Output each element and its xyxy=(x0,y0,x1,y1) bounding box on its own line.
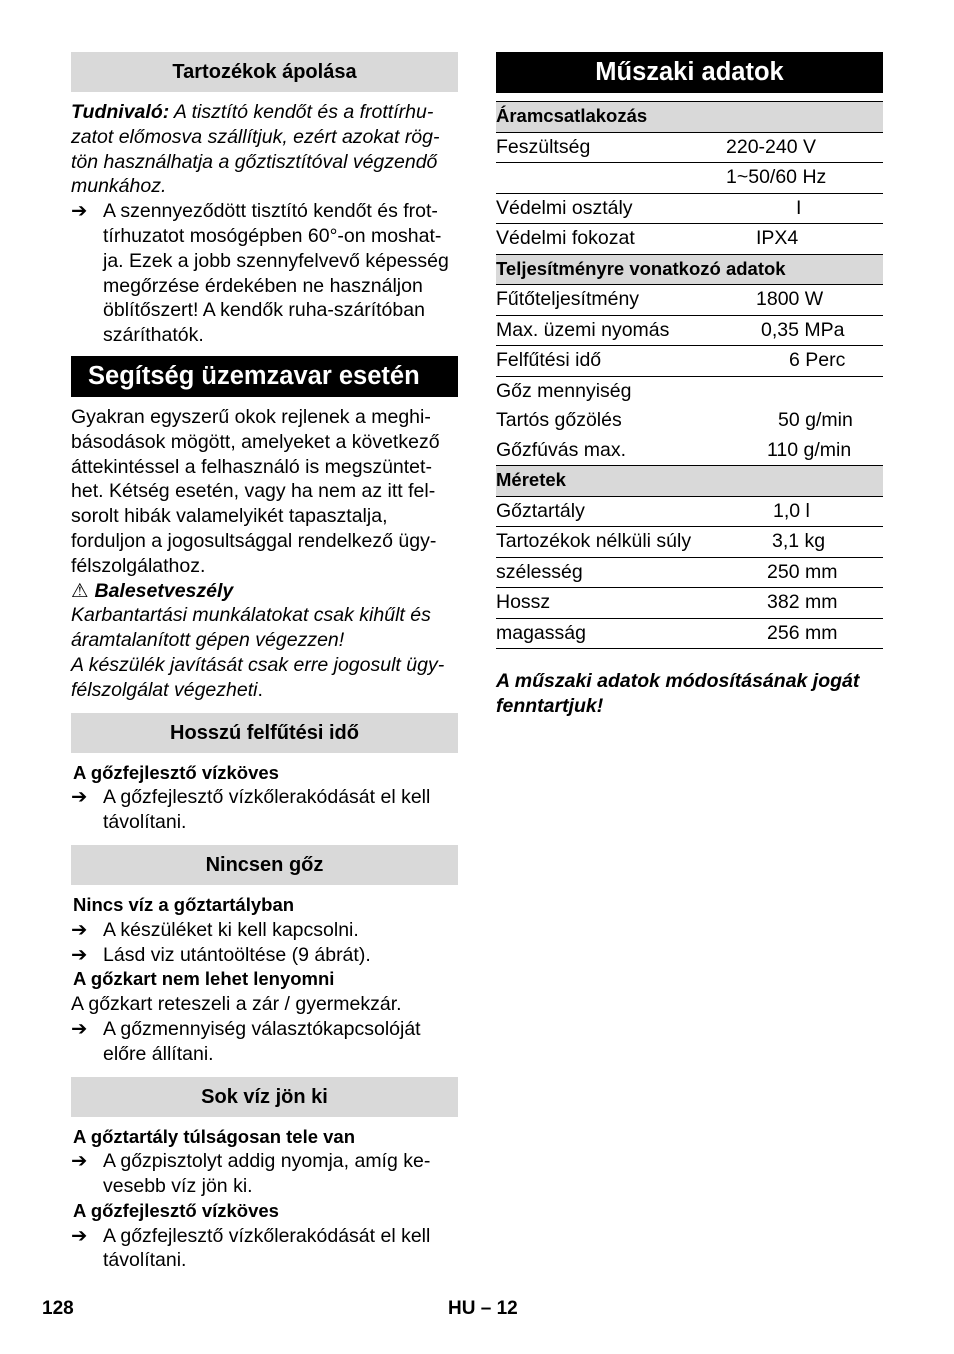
spec-label: Gőzfúvás max. xyxy=(496,438,627,461)
arrow-right-icon: ➔ xyxy=(71,918,88,941)
help-intro: Gyakran egyszerű okok rejlenek a meghi-básodások mögött, amelyeket a következő áttekintéssel a felhasználó is megszüntet-het. Kétség esetén, vagy ha nem az itt fel-sorolt hibák valamelyikét tapasztalja, forduljon a jogosultsággal rendelkező ügy-félszolgálathoz. xyxy=(71,405,440,577)
danger-label: Balesetveszély xyxy=(94,579,234,602)
scale-subsection: A gőzfejlesztő vízköves xyxy=(73,1199,279,1221)
trigger-subsection: A gőzkart nem lehet lenyomni xyxy=(73,968,335,990)
spec-value: 1~50/60 Hz xyxy=(696,163,883,194)
arrow-right-icon: ➔ xyxy=(71,1017,88,1040)
spec-label: Tartozékok nélküli súly xyxy=(496,527,696,558)
table-row xyxy=(496,285,883,316)
care-note-text: A tisztító kendőt és a frottírhu-zatot előmosva szállítjuk, ezért azokat rög-tön használhatja a gőztisztítóval végzendő munkához. xyxy=(71,101,440,198)
trigger-step: ➔ A gőzmennyiség választókapcsolóját előre állítani. xyxy=(71,1017,421,1065)
much-water-heading: Sok víz jön ki xyxy=(71,1077,458,1117)
tech-data-note: A műszaki adatok módosításának jogát fenntartjuk! xyxy=(496,670,860,717)
tech-data-heading: Műszaki adatok xyxy=(496,52,883,93)
no-steam-heading: Nincsen gőz xyxy=(71,845,458,885)
no-water-step-2: ➔ Lásd viz utántoöltése (9 ábrát). xyxy=(71,943,371,966)
danger-text-1: Karbantartási munkálatokat csak kihűlt és áramtalanított gépen végezzen! xyxy=(71,604,431,652)
arrow-right-icon: ➔ xyxy=(71,1224,88,1247)
spec-value: 1800 W xyxy=(756,288,824,311)
table-row xyxy=(496,527,883,558)
table-row xyxy=(496,163,883,194)
table-row xyxy=(496,618,883,649)
spec-label: Max. üzemi nyomás xyxy=(496,315,696,346)
power-group-label: Áramcsatlakozás xyxy=(496,102,883,133)
left-column xyxy=(71,52,458,1273)
long-heat-step: ➔ A gőzfejlesztő vízkőlerakódását el kell távolítani. xyxy=(71,786,431,834)
spec-value: IPX4 xyxy=(696,224,883,255)
spec-label: Gőztartály xyxy=(496,499,585,522)
no-water-subsection: Nincs víz a gőztartályban xyxy=(73,893,295,915)
arrow-right-icon: ➔ xyxy=(71,943,88,966)
help-heading: Segítség üzemzavar esetén xyxy=(71,356,458,397)
spec-value: 0,35 MPa xyxy=(696,315,883,346)
spec-value: 382 mm xyxy=(696,588,883,619)
spec-value: 3,1 kg xyxy=(696,527,883,558)
long-heat-subsection: A gőzfejlesztő vízköves xyxy=(73,761,279,783)
right-column xyxy=(496,52,883,719)
spec-value: 256 mm xyxy=(696,618,883,649)
table-row xyxy=(496,346,883,377)
arrow-right-icon: ➔ xyxy=(71,1150,88,1173)
table-row xyxy=(496,376,883,406)
group-label: Teljesítményre vonatkozó adatok xyxy=(496,254,883,285)
spec-label: magasság xyxy=(496,618,696,649)
spec-value: 6 Perc xyxy=(696,346,883,377)
scale-step: ➔ A gőzfejlesztő vízkőlerakódását el kell távolítani. xyxy=(71,1224,431,1272)
spec-value: 110 g/min xyxy=(767,438,852,461)
table-row xyxy=(496,315,883,346)
spec-label: Hossz xyxy=(496,588,696,619)
table-row xyxy=(496,132,883,163)
no-water-step-1: ➔ A készüléket ki kell kapcsolni. xyxy=(71,918,359,941)
spec-label xyxy=(496,163,696,194)
table-row xyxy=(496,436,883,466)
spec-value: 220-240 V xyxy=(726,135,816,158)
trigger-text: A gőzkart reteszeli a zár / gyermekzár. xyxy=(71,993,402,1016)
danger-label-line xyxy=(71,579,458,604)
table-row xyxy=(496,224,883,255)
spec-value xyxy=(696,376,883,406)
spec-value: 50 g/min xyxy=(778,409,853,432)
arrow-right-icon: ➔ xyxy=(71,200,88,223)
overfill-step: ➔ A gőzpisztolyt addig nyomja, amíg ke-vesebb víz jön ki. xyxy=(71,1150,431,1198)
page-code: HU – 12 xyxy=(448,1298,518,1319)
spec-value: 250 mm xyxy=(696,557,883,588)
table-row xyxy=(496,588,883,619)
spec-label: Fűtőteljesítmény xyxy=(496,288,640,311)
table-group-row xyxy=(496,102,883,133)
spec-value: 1,0 l xyxy=(773,499,810,522)
warning-icon: ⚠ xyxy=(71,579,89,602)
long-heat-heading: Hosszú felfűtési idő xyxy=(71,713,458,753)
table-row xyxy=(496,406,883,436)
danger-text-2: A készülék javítását csak erre jogosult ügy-félszolgálat végezheti. xyxy=(71,653,445,701)
table-row xyxy=(496,557,883,588)
spec-label: szélesség xyxy=(496,557,696,588)
table-group-row xyxy=(496,254,883,285)
overfill-subsection: A gőztartály túlságosan tele van xyxy=(73,1125,356,1147)
tech-data-table xyxy=(496,101,883,649)
group-label: Méretek xyxy=(496,466,883,497)
care-step: ➔ A szennyeződött tisztító kendőt és frot-tírhuzatot mosógépben 60°-on moshat-ja. Ezek a jobb szennyfelvevő képesség megőrzése érdekében ne használjon öblítőszert! A kendők ruha-szárítóban száríthatók. xyxy=(71,200,449,347)
spec-value: I xyxy=(696,193,883,224)
table-row xyxy=(496,496,883,527)
care-heading: Tartozékok ápolása xyxy=(71,52,458,92)
table-group-row xyxy=(496,466,883,497)
spec-label: Védelmi osztály xyxy=(496,193,696,224)
arrow-right-icon: ➔ xyxy=(71,786,88,809)
spec-label: Védelmi fokozat xyxy=(496,224,696,255)
spec-label: Tartós gőzölés xyxy=(496,409,622,432)
spec-label: Feszültség xyxy=(496,135,591,158)
table-row xyxy=(496,193,883,224)
care-note-label: Tudnivaló: xyxy=(71,101,170,123)
page-number: 128 xyxy=(42,1298,74,1319)
care-note xyxy=(71,100,458,199)
spec-label: Felfűtési idő xyxy=(496,346,696,377)
spec-label: Gőz mennyiség xyxy=(496,376,696,406)
